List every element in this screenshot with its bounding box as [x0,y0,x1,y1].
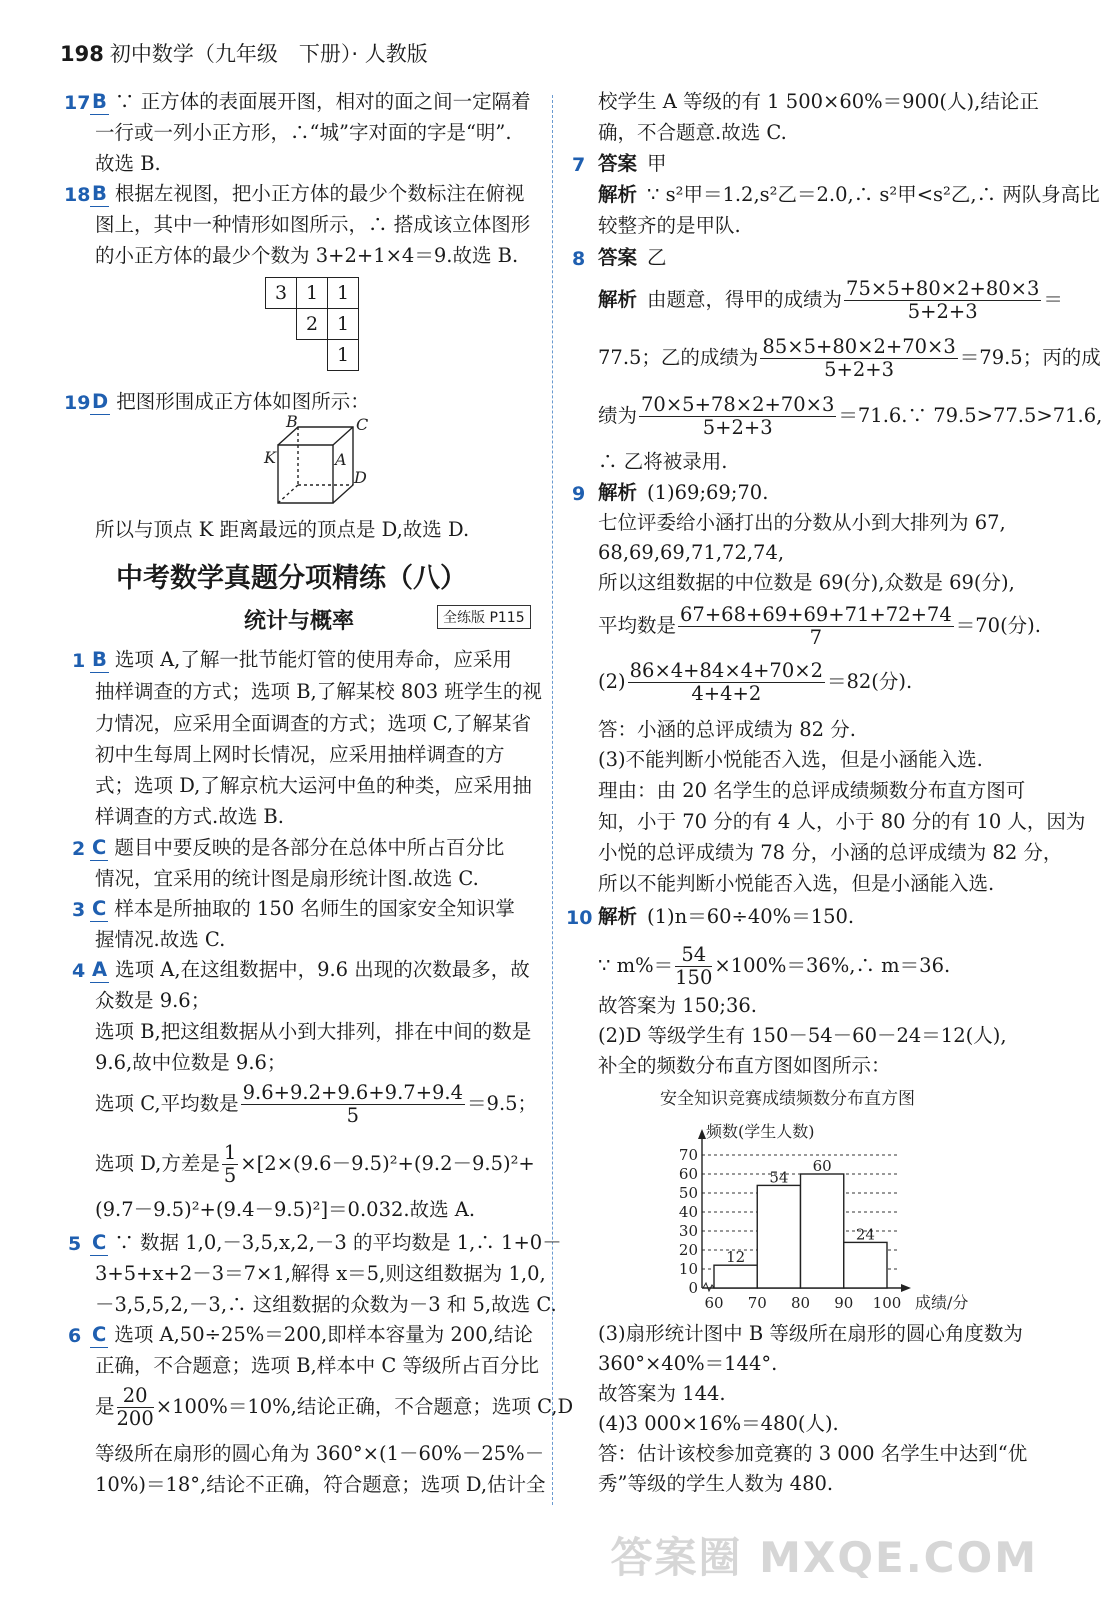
q1-line3: 力情况，应采用全面调查的方式；选项 C,了解某省 [95,712,532,735]
vertex-label-a: A [335,450,347,469]
q6-line1 [90,1323,533,1348]
explanation-label: 解析 [598,905,638,928]
x-tick-label: 60 [704,1294,724,1312]
y-tick-label: 40 [678,1203,698,1221]
q3-line1 [90,897,515,922]
q6-line5: 10%)＝18°,结论不正确，符合题意；选项 D,估计全 [95,1473,546,1496]
section-subtitle: 统计与概率 [244,609,355,634]
q18-line2: 图上，其中一种情形如图所示，∴ 搭成该立体图形 [95,213,531,236]
x-axis-label: 成绩/分 [915,1293,969,1312]
q6-text1: 选项 A,50÷25%＝200,即样本容量为 200,结论 [114,1323,533,1346]
q6-continued-line2: 确，不合题意.故选 C. [598,121,787,144]
bar-value-label: 24 [855,1225,875,1244]
q10-line3: 故答案为 150;36. [598,994,757,1017]
q9-line3: 68,69,69,71,72,74, [598,541,785,564]
q10-text2b: ×100%＝36%,∴ m＝36. [714,954,951,977]
fraction-denominator: 200 [116,1407,154,1430]
q4-text6a: 选项 D,方差是 [95,1152,220,1175]
q6-continued-line1: 校学生 A 等级的有 1 500×60%＝900(人),结论正 [598,90,1039,113]
answer-label: 答案 [598,246,638,269]
fraction-denominator: 5 [346,1104,360,1127]
answer-label: 答案 [598,152,638,175]
q5-number: 5 [68,1233,82,1255]
fraction-denominator: 5 [223,1164,237,1187]
q4-number: 4 [72,960,86,982]
q7-answer-line [598,152,667,176]
q4-line1 [90,958,530,983]
q10-line1 [598,905,854,929]
q9-text6b: ＝82(分). [826,670,913,693]
q3-text1: 样本是所抽取的 150 名师生的国家安全知识掌 [114,897,515,920]
q8-line2 [598,336,1101,381]
q10-line6: (3)扇形统计图中 B 等级所在扇形的圆心角度数为 [598,1322,1023,1345]
q6-number: 6 [68,1325,82,1347]
q10-line7: 360°×40%＝144°. [598,1352,778,1375]
fraction [639,394,836,439]
q9-line4: 所以这组数据的中位数是 69(分),众数是 69(分), [598,571,1015,594]
fraction-numerator: 67+68+69+69+71+72+74 [680,603,952,626]
q18-line1 [90,182,524,207]
q18-answer: B [92,182,107,205]
q10-line4: (2)D 等级学生有 150－54－60－24＝12(人), [598,1024,1007,1047]
q1-line4: 初中生每周上网时长情况，应采用抽样调查的方 [95,743,505,766]
q5-text1: ∵ 数据 1,0,－3,5,x,2,－3 的平均数是 1,∴ 1+0－ [114,1231,562,1254]
grid-cell-empty [266,340,297,371]
cube-front-face [278,445,333,503]
q9-text5b: ＝70(分). [955,614,1041,637]
top-view-grid [265,277,359,371]
q3-line2: 握情况.故选 C. [95,928,226,951]
q10-text1: (1)n＝60÷40%＝150. [647,905,855,928]
q1-text1: 选项 A,了解一批节能灯管的使用寿命，应采用 [114,648,512,671]
fraction-denominator: 5+2+3 [824,358,895,381]
fraction [628,660,825,705]
q4-line4: 9.6,故中位数是 9.6； [95,1051,287,1074]
q19-text1: 把图形围成正方体如图所示： [116,390,370,413]
q8-text1b: ＝ [1043,288,1063,311]
q18-line3: 的小正方体的最少个数为 3+2+1×4＝9.故选 B. [95,244,519,267]
grid-cell-empty [297,340,328,371]
fraction-denominator: 4+4+2 [691,682,762,705]
grid-cell: 1 [328,340,359,371]
chart-title: 安全知识竞赛成绩频数分布直方图 [660,1089,915,1109]
q19-line1 [90,390,370,415]
q10-line11: 秀”等级的学生人数为 480. [598,1472,834,1495]
q1-line5: 式；选项 D,了解京杭大运河中鱼的种类，应采用抽 [95,774,532,797]
bar-value-label: 60 [812,1157,832,1175]
histogram-bar [844,1242,887,1288]
q8-line3 [598,394,1102,439]
q1-line6: 样调查的方式.故选 B. [95,805,284,828]
q10-line9: (4)3 000×16%＝480(人). [598,1412,839,1435]
q1-line1 [90,648,512,673]
q2-number: 2 [72,838,86,860]
section-page-tag: 全练版 P115 [437,605,531,629]
vertex-label-c: C [356,415,369,434]
q8-number: 8 [572,248,586,270]
q9-line6 [598,660,912,705]
x-tick-label: 80 [790,1294,811,1312]
vertex-label-d: D [354,468,367,487]
q5-line2: 3+5+x+2－3＝7×1,解得 x＝5,则这组数据为 1,0, [95,1262,546,1285]
q5-line1 [90,1231,562,1256]
q9-text5a: 平均数是 [598,614,677,637]
q17-line3: 故选 B. [95,152,161,175]
q7-text1: ∵ s²甲＝1.2,s²乙＝2.0,∴ s²甲<s²乙,∴ 两队身高比 [647,183,1100,206]
fraction-numerator: 75×5+80×2+80×3 [846,277,1040,300]
q8-text2a: 77.5；乙的成绩为 [598,346,759,369]
fraction-denominator: 150 [675,966,713,989]
q9-line1 [598,481,768,505]
q6-text3a: 是 [95,1395,115,1418]
q7-number: 7 [572,154,586,176]
histogram-bar [801,1174,844,1288]
y-tick-label: 30 [678,1222,698,1240]
q1-number: 1 [72,650,86,672]
q9-text6a: (2) [598,670,626,693]
q19-answer: D [92,390,109,413]
fraction [222,1142,238,1187]
y-tick-label: 0 [688,1279,698,1297]
q9-line12: 所以不能判断小悦能否入选，但是小涵能入选. [598,872,995,895]
x-axis-arrow [901,1284,911,1292]
q8-answer: 乙 [647,246,667,269]
y-axis-label: 频数(学生人数) [706,1122,815,1141]
q6-line4: 等级所在扇形的圆心角为 360°×(1－60%－25%－ [95,1442,545,1465]
q9-line8: (3)不能判断小悦能否入选，但是小涵能入选. [598,748,983,771]
q8-text2b: ＝79.5；丙的成 [959,346,1101,369]
x-tick-label: 100 [872,1294,902,1312]
y-tick-label: 60 [678,1165,698,1183]
q2-line2: 情况，宜采用的统计图是扇形统计图.故选 C. [95,867,479,890]
q4-text6b: ×[2×(9.6－9.5)²+(9.2－9.5)²+ [240,1152,535,1175]
grid-cell: 2 [297,309,328,340]
q4-text5b: ＝9.5； [467,1092,538,1115]
q4-text5a: 选项 C,平均数是 [95,1092,239,1115]
histogram-chart [640,1082,970,1322]
bar-value-label: 54 [769,1168,789,1187]
q7-line2: 较整齐的是甲队. [598,214,741,237]
fraction-numerator: 85×5+80×2+70×3 [762,335,956,358]
explanation-label: 解析 [598,481,638,504]
q8-line1 [598,278,1063,323]
q10-text2a: ∵ m%＝ [598,954,674,977]
fraction-denominator: 5+2+3 [907,300,978,323]
vertex-label-b: B [286,412,298,431]
grid-cell: 1 [297,278,328,309]
q4-line7: (9.7－9.5)²+(9.4－9.5)²]＝0.032.故选 A. [95,1198,476,1221]
q8-text1a: 由题意，得甲的成绩为 [647,288,843,311]
q9-line9: 理由：由 20 名学生的总评成绩频数分布直方图可 [598,779,1026,802]
fraction-numerator: 9.6+9.2+9.6+9.7+9.4 [242,1081,464,1104]
q9-line7: 答：小涵的总评成绩为 82 分. [598,718,856,741]
q8-text3a: 绩为 [598,404,638,427]
q1-answer: B [92,648,107,671]
cube-figure [258,412,378,515]
y-tick-label: 20 [678,1241,698,1259]
y-tick-label: 50 [678,1184,698,1202]
q6-line2: 正确，不合题意；选项 B,样本中 C 等级所占百分比 [95,1354,540,1377]
q9-line10: 知，小于 70 分的有 4 人，小于 80 分的有 10 人，因为 [598,810,1086,833]
section-title: 中考数学真题分项精练（八） [116,563,467,594]
grid-cell-empty [266,309,297,340]
y-axis-arrow [698,1129,706,1139]
q17-line1 [90,90,531,115]
explanation-label: 解析 [598,288,638,311]
q18-text1: 根据左视图，把小正方体的最少个数标注在俯视 [114,182,525,205]
fraction-denominator: 5+2+3 [702,416,773,439]
fraction [675,944,712,989]
q17-number: 17 [64,92,91,114]
q9-number: 9 [572,483,586,505]
q17-line2: 一行或一列小正方形，∴“城”字对面的字是“明”. [95,121,512,144]
fraction [678,604,954,649]
histogram-bar [714,1265,757,1288]
q19-number: 19 [64,392,91,414]
q10-line5: 补全的频数分布直方图如图所示： [598,1054,891,1077]
q4-text1: 选项 A,在这组数据中，9.6 出现的次数最多，故 [115,958,530,981]
q17-text1: ∵ 正方体的表面展开图，相对的面之间一定隔着 [114,90,531,113]
q19-line2: 所以与顶点 K 距离最远的顶点是 D,故选 D. [95,518,470,541]
q17-answer: B [92,90,107,113]
q10-line8: 故答案为 144. [598,1382,726,1405]
explanation-label: 解析 [598,183,638,206]
grid-cell: 1 [328,309,359,340]
q4-line2: 众数是 9.6； [95,989,211,1012]
q4-line6 [95,1142,535,1187]
q2-line1 [90,836,504,861]
x-tick-label: 70 [747,1294,767,1312]
q9-text1: (1)69;69;70. [647,481,769,504]
q10-line2 [598,944,950,989]
fraction [844,278,1041,323]
q6-text3b: ×100%＝10%,结论正确，不合题意；选项 C,D [155,1395,574,1418]
fraction-numerator: 70×5+78×2+70×3 [641,393,835,416]
bar-value-label: 12 [726,1248,746,1267]
y-tick-label: 70 [678,1146,698,1164]
y-tick-label: 10 [678,1260,698,1278]
fraction-numerator: 1 [223,1141,237,1164]
grid-cell: 3 [266,278,297,309]
q3-number: 3 [72,899,86,921]
q2-answer: C [92,836,107,859]
q1-line2: 抽样调查的方式；选项 B,了解某校 803 班学生的视 [95,680,542,703]
page-number: 198 [60,42,104,66]
q7-answer: 甲 [647,152,667,175]
fraction-numerator: 54 [675,944,712,967]
fraction [241,1082,465,1127]
q10-line10: 答：估计该校参加竞赛的 3 000 名学生中达到“优 [598,1442,1028,1465]
fraction-denominator: 7 [809,626,823,649]
q7-line1 [598,183,1100,207]
q4-line3: 选项 B,把这组数据从小到大排列，排在中间的数是 [95,1020,532,1043]
q8-line4: ∴ 乙将被录用. [598,450,728,473]
grid-cell: 1 [328,278,359,309]
q8-text3b: ＝71.6.∵ 79.5>77.5>71.6, [838,404,1102,427]
q8-answer-line [598,246,667,270]
fraction [760,336,957,381]
fraction-numerator: 20 [117,1385,154,1408]
watermark: 答案圈 MXQE.COM [610,1533,1038,1582]
q9-line11: 小悦的总评成绩为 78 分，小涵的总评成绩为 82 分， [598,841,1063,864]
vertex-label-k: K [264,448,276,467]
q10-number: 10 [566,907,593,929]
fraction [117,1385,154,1430]
cube-edge [333,427,353,445]
histogram-bar [757,1185,800,1288]
q9-line5 [598,604,1041,649]
q6-answer: C [92,1323,107,1346]
q4-line5 [95,1082,537,1127]
cube-hidden-edge [278,485,298,503]
q5-answer: C [92,1231,107,1254]
page-header [60,38,428,68]
q9-line2: 七位评委给小涵打出的分数从小到大排列为 67, [598,511,1006,534]
q4-answer: A [92,958,108,981]
book-title: 初中数学（九年级 下册）· 人教版 [109,42,428,66]
x-tick-label: 90 [834,1294,854,1312]
q6-line3 [95,1385,573,1430]
fraction-numerator: 86×4+84×4+70×2 [629,659,823,682]
q18-number: 18 [64,184,91,206]
q2-text1: 题目中要反映的是各部分在总体中所占百分比 [114,836,505,859]
axis-break-mark [703,1283,714,1291]
q5-line3: －3,5,5,2,－3,∴ 这组数据的众数为－3 和 5,故选 C. [95,1293,557,1316]
q3-answer: C [92,897,107,920]
